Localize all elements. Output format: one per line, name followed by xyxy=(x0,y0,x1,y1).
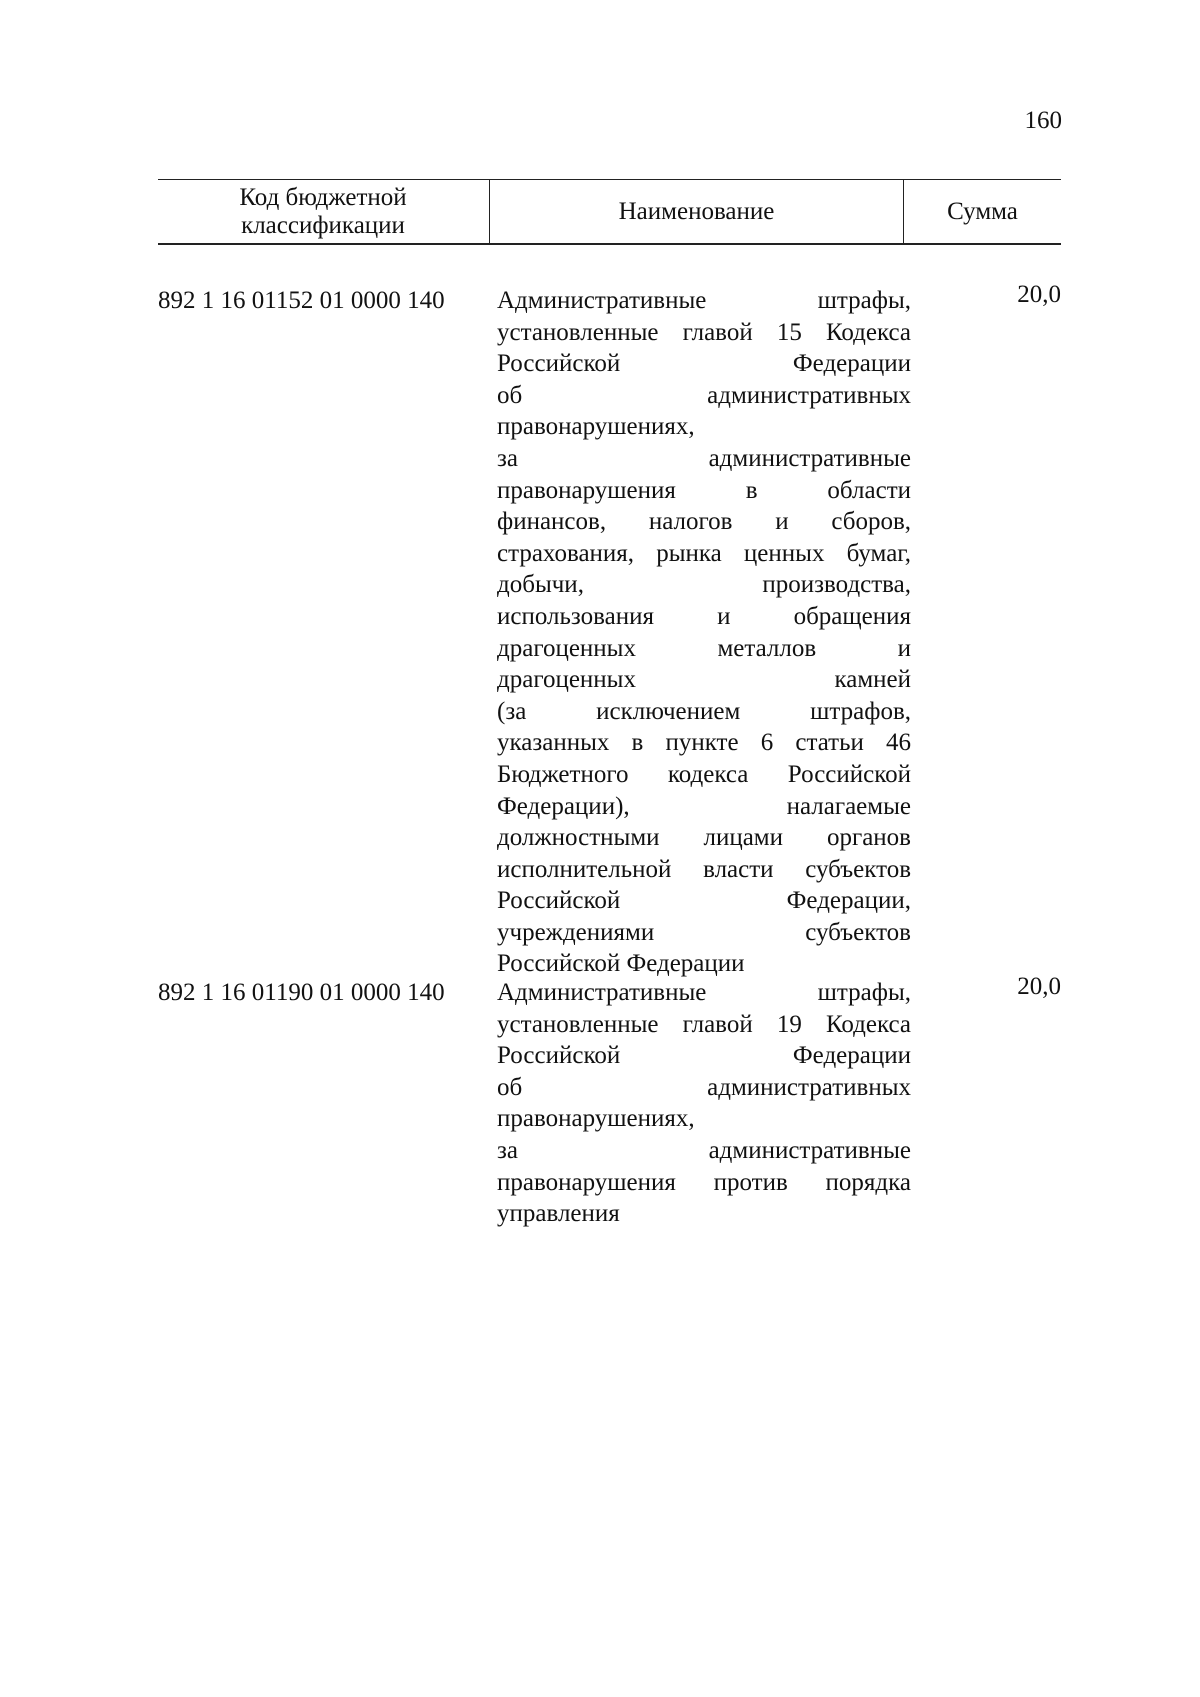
row-name xyxy=(497,977,911,1230)
row-name-line: исполнительной власти субъектов xyxy=(497,855,911,883)
row-name-line: правонарушениях, xyxy=(497,1105,695,1133)
row-code: 892 1 16 01190 01 0000 140 xyxy=(158,979,445,1006)
row-name-line: Административные штрафы, xyxy=(497,287,911,314)
row-name-line: страхования, рынка ценных бумаг, xyxy=(497,539,911,567)
row-sum: 20,0 xyxy=(1017,281,1061,308)
header-sum-label: Сумма xyxy=(947,197,1018,225)
row-name-line: об административных xyxy=(497,381,911,409)
row-name-line: использования и обращения xyxy=(497,602,911,630)
row-sum: 20,0 xyxy=(1017,973,1061,1000)
row-name-line: правонарушениях, xyxy=(497,413,695,441)
row-name-line: Российской Федерации xyxy=(497,1042,911,1070)
header-code xyxy=(158,180,488,243)
row-name-line: правонарушения против порядка xyxy=(497,1168,911,1196)
row-name-line: (за исключением штрафов, xyxy=(497,697,911,725)
row-name-line: Административные штрафы, xyxy=(497,979,911,1006)
row-name xyxy=(497,285,911,980)
row-name-line: Бюджетного кодекса Российской xyxy=(497,760,911,788)
row-name-line: Российской Федерации xyxy=(497,950,745,978)
row-name-line: установленные главой 19 Кодекса xyxy=(497,1010,911,1038)
page-number: 160 xyxy=(1024,107,1062,134)
row-name-line: учреждениями субъектов xyxy=(497,918,911,946)
header-code-label: Код бюджетной классификации xyxy=(239,183,407,239)
header-name-label: Наименование xyxy=(618,197,775,225)
row-name-line: правонарушения в области xyxy=(497,476,911,504)
table-header xyxy=(158,179,1061,245)
row-name-line: добычи, производства, xyxy=(497,571,911,599)
row-code: 892 1 16 01152 01 0000 140 xyxy=(158,287,445,314)
row-name-line: должностными лицами органов xyxy=(497,824,911,852)
row-name-line: установленные главой 15 Кодекса xyxy=(497,318,911,346)
row-name-line: Российской Федерации xyxy=(497,350,911,378)
row-name-line: указанных в пункте 6 статьи 46 xyxy=(497,729,911,757)
row-name-line: Федерации), налагаемые xyxy=(497,792,911,820)
row-name-line: Российской Федерации, xyxy=(497,887,911,915)
row-name-line: финансов, налогов и сборов, xyxy=(497,508,911,536)
row-name-line: драгоценных металлов и xyxy=(497,634,911,662)
row-name-line: об административных xyxy=(497,1073,911,1101)
header-name xyxy=(489,180,904,243)
row-name-line: за административные xyxy=(497,444,911,472)
row-name-line: за административные xyxy=(497,1136,911,1164)
header-sum xyxy=(904,180,1061,243)
row-name-line: драгоценных камней xyxy=(497,666,911,694)
row-name-line: управления xyxy=(497,1200,620,1228)
